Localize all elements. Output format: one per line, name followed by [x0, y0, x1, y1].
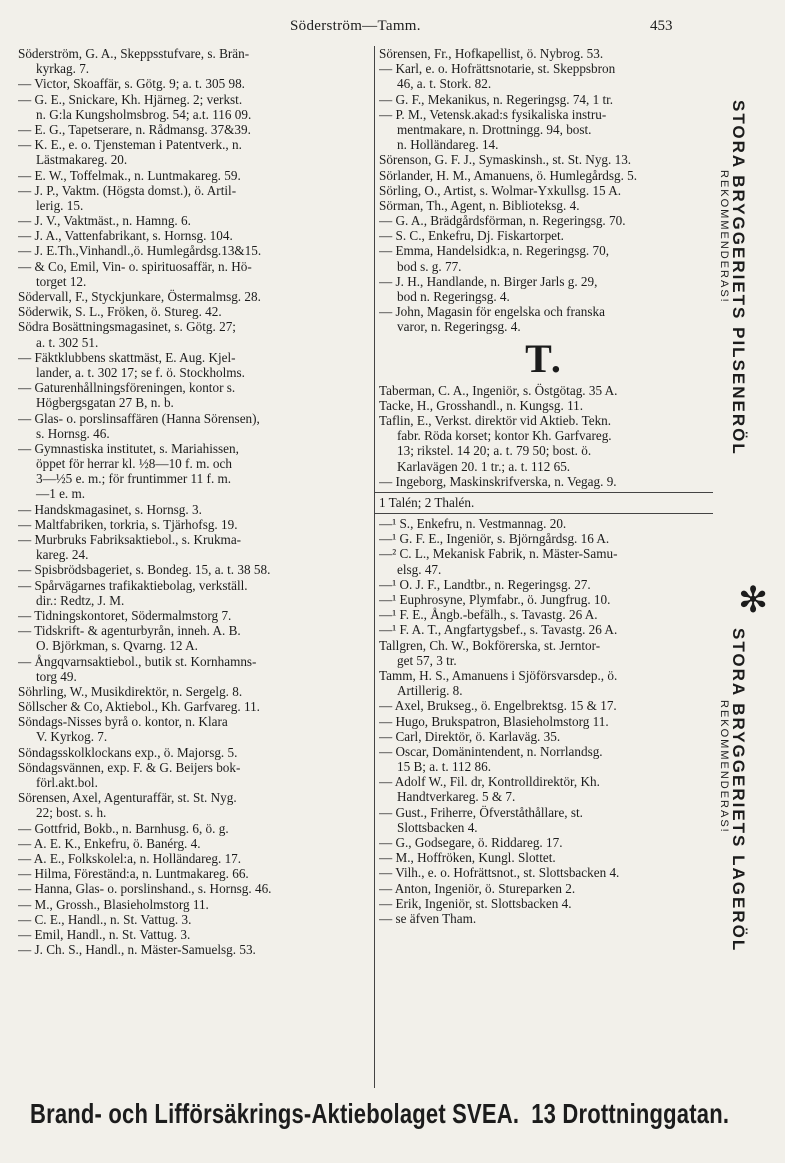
divider — [375, 492, 713, 493]
directory-entry-line: — Emil, Handl., n. St. Vattug. 3. — [18, 926, 191, 942]
directory-entry-line: varor, n. Regeringsg. 4. — [397, 319, 521, 335]
directory-entry-line: — J. E.Th.,Vinhandl.,ö. Humlegårdsg.13&15. — [18, 243, 262, 259]
right-column-top-entries — [379, 46, 709, 335]
directory-entry-line: Tallgren, Ch. W., Bokförerska, st. Jerntor- — [379, 637, 601, 653]
directory-entry-line: Södervall, F., Styckjunkare, Östermalmsg. 28. — [18, 289, 261, 304]
directory-entry-line: elsg. 47. — [397, 561, 442, 577]
directory-entry-line: Söndagsskolklockans exp., ö. Majorsg. 5. — [18, 744, 238, 760]
directory-entry-line: — Hilma, Föreständ:a, n. Luntmakareg. 66. — [18, 866, 249, 882]
directory-entry-line: — Spisbrödsbageriet, s. Bondeg. 15, a. t. 38 58. — [18, 562, 271, 578]
directory-entry-line: —² C. L., Mekanisk Fabrik, n. Mäster-Samu- — [379, 546, 618, 562]
directory-entry-line: Sörensen, Fr., Hofkapellist, ö. Nybrog. 53. — [379, 46, 604, 61]
directory-entry-line: mentmakare, n. Drottningg. 94, bost. — [397, 121, 592, 137]
directory-entry-line: — Tidskrift- & agenturbyrån, inneh. A. B. — [18, 623, 241, 639]
directory-entry-line: Söhrling, W., Musikdirektör, n. Sergelg. 8. — [18, 683, 243, 699]
directory-entry-line: — Axel, Brukseg., ö. Engelbrektsg. 15 & 17. — [379, 698, 617, 714]
page-title: Söderström—Tamm. — [290, 18, 421, 34]
directory-entry-line: —¹ O. J. F., Landtbr., n. Regeringsg. 27. — [379, 576, 591, 592]
directory-entry-line: lerig. 15. — [36, 197, 84, 213]
directory-entry-line: öppet för herrar kl. ½8—10 f. m. och — [36, 456, 232, 472]
directory-entry-line: —1 e. m. — [36, 486, 86, 502]
directory-entry-line: Söndagsvännen, exp. F. & G. Beijers bok- — [18, 759, 241, 775]
directory-entry-line: Artillerig. 8. — [397, 683, 463, 699]
directory-entry-line: lander, a. t. 302 17; se f. ö. Stockholms. — [36, 364, 245, 380]
directory-entry-line: 13; rikstel. 14 20; a. t. 79 50; bost. ö. — [397, 443, 592, 459]
directory-entry-line: kareg. 24. — [36, 547, 89, 563]
directory-entry-line: —¹ G. F. E., Ingeniör, s. Björngårdsg. 16 A. — [379, 531, 610, 547]
divider — [375, 513, 713, 514]
directory-entry-line: — Murbruks Fabriksaktiebol., s. Krukma- — [18, 532, 242, 547]
directory-entry-line: —¹ Euphrosyne, Plymfabr., ö. Jungfrug. 10. — [379, 592, 611, 607]
directory-entry-line: — Ångqvarnsaktiebol., butik st. Kornhamns- — [18, 653, 257, 669]
directory-entry-line: — Gaturenhållningsföreningen, kontor s. — [18, 380, 236, 396]
directory-entry-line: — S. C., Enkefru, Dj. Fiskartorpet. — [379, 228, 564, 244]
directory-entry-line: — G. E., Snickare, Kh. Hjärneg. 2; verkst. — [18, 91, 243, 107]
directory-entry-line: — Hugo, Brukspatron, Blasieholmstorg 11. — [379, 713, 609, 729]
directory-entry-line: — Erik, Ingeniör, st. Slottsbacken 4. — [379, 895, 572, 911]
directory-entry-line: — Spårvägarnes trafikaktiebolag, verkställ. — [18, 577, 248, 593]
directory-entry-line: 22; bost. s. h. — [36, 805, 107, 821]
directory-entry-line: Söndags-Nisses byrå o. kontor, n. Klara — [18, 714, 228, 730]
directory-entry-line: dir.: Redtz, J. M. — [36, 592, 125, 608]
page-header — [0, 18, 785, 42]
directory-entry-line: — Handskmagasinet, s. Hornsg. 3. — [18, 501, 202, 517]
directory-entry-line: 15 B; a. t. 112 86. — [397, 759, 492, 775]
directory-entry-line: Taberman, C. A., Ingeniör, s. Östgötag. 35 A. — [379, 382, 618, 398]
directory-entry-line: — J. H., Handlande, n. Birger Jarls g. 29, — [379, 273, 598, 289]
directory-entry-line: — Tidningskontoret, Södermalmstorg 7. — [18, 607, 232, 623]
directory-entry-line: — Victor, Skoaffär, s. Götg. 9; a. t. 305 98. — [18, 76, 245, 92]
directory-entry-line: get 57, 3 tr. — [397, 652, 457, 668]
section-letter: T. — [525, 335, 563, 381]
directory-entry-line: — G. F., Mekanikus, n. Regeringsg. 74, 1 tr. — [379, 91, 614, 107]
left-column — [18, 46, 370, 957]
directory-entry-line: fabr. Röda korset; kontor Kh. Garfvareg. — [397, 428, 612, 444]
directory-entry-line: — Carl, Direktör, ö. Karlaväg. 35. — [379, 728, 561, 744]
directory-entry-line: torget 12. — [36, 273, 87, 289]
directory-entry-line: — Oscar, Domänintendent, n. Norrlandsg. — [379, 743, 603, 759]
directory-entry-line: Söderström, G. A., Skeppsstufvare, s. Brän- — [18, 46, 250, 61]
directory-entry-line: — G. A., Brädgårdsförman, n. Regeringsg. 70. — [379, 213, 626, 229]
directory-entry-line: Sörman, Th., Agent, n. Biblioteksg. 4. — [379, 197, 580, 213]
directory-entry-line: Sörling, O., Artist, s. Wolmar-Yxkullsg. 15 A. — [379, 182, 622, 198]
asterisk-ornament-icon: ✻ — [738, 580, 769, 621]
footer-advertisement — [30, 1098, 750, 1131]
ad-lagerol-subtext: REKOMMENDERAS! — [718, 700, 730, 834]
directory-entry-line: Sörenson, G. F. J., Symaskinsh., st. St. Nyg. 13. — [379, 152, 632, 168]
directory-entry-line: — & Co, Emil, Vin- o. spirituosaffär, n. Hö- — [18, 258, 252, 274]
directory-entry-line: bod n. Regeringsg. 4. — [397, 289, 510, 304]
directory-entry-line: O. Björkman, s. Qvarng. 12 A. — [36, 638, 198, 654]
right-column — [374, 46, 709, 1088]
directory-entry-line: — A. E., Folkskolel:a, n. Holländareg. 17. — [18, 850, 242, 866]
talen-note: 1 Talén; 2 Thalén. — [379, 494, 475, 510]
directory-entry-line: a. t. 302 51. — [36, 334, 99, 350]
directory-entry-line: — Fäktklubbens skattmäst, E. Aug. Kjel- — [18, 349, 236, 365]
directory-entry-line: — Emma, Handelsidk:a, n. Regeringsg. 70, — [379, 243, 610, 259]
directory-entry-line: — E. G., Tapetserare, n. Rådmansg. 37&39. — [18, 121, 251, 137]
directory-entry-line: 3—½5 e. m.; för fruntimmer 11 f. m. — [36, 471, 232, 487]
side-advertisement-pilsener — [718, 100, 774, 620]
footer-address: 13 Drottninggatan. — [531, 1098, 730, 1130]
directory-entry-line: Tacke, H., Grosshandl., n. Kungsg. 11. — [379, 397, 584, 413]
directory-entry-line: — P. M., Vetensk.akad:s fysikaliska instru- — [379, 106, 607, 122]
footer-company: Brand- och Lifförsäkrings-Aktiebolaget SVEA. — [30, 1098, 520, 1130]
directory-entry-line: Taflin, E., Verkst. direktör vid Aktieb. Tekn. — [379, 412, 612, 428]
directory-entry-line: —¹ F. E., Ångb.-befälh., s. Tavastg. 26 A. — [379, 607, 598, 623]
ad-pilsener-text: STORA BRYGGERIETS PILSENERÖL — [729, 100, 748, 456]
ad-pilsener-subtext: REKOMMENDERAS! — [718, 170, 730, 304]
directory-entry-line: — J. Ch. S., Handl., n. Mäster-Samuelsg. 53. — [18, 942, 256, 958]
side-advertisement-lagerol — [718, 600, 774, 1040]
directory-entry-line: Karlavägen 20. 1 tr.; a. t. 112 65. — [397, 458, 571, 474]
page-number: 453 — [650, 18, 673, 34]
directory-entry-line: — John, Magasin för engelska och franska — [379, 304, 605, 320]
directory-entry-line: förl.akt.bol. — [36, 775, 98, 790]
directory-entry-line: — Maltfabriken, torkria, s. Tjärhofsg. 19. — [18, 516, 238, 532]
directory-entry-line: V. Kyrkog. 7. — [36, 729, 108, 745]
directory-entry-line: Tamm, H. S., Amanuens i Sjöförsvarsdep., ö. — [379, 667, 618, 683]
directory-entry-line: Södra Bosättningsmagasinet, s. Götg. 27; — [18, 319, 236, 335]
directory-entry-line: Söderwik, S. L., Fröken, ö. Stureg. 42. — [18, 304, 222, 320]
directory-entry-line: — Anton, Ingeniör, ö. Stureparken 2. — [379, 880, 576, 896]
directory-entry-line: — Gust., Friherre, Öfverståthållare, st. — [379, 804, 583, 820]
directory-entry-line: n. G:la Kungsholmsbrog. 54; a.t. 116 09. — [36, 106, 252, 122]
ad-lagerol-text: STORA BRYGGERIETS LAGERÖL — [729, 628, 748, 953]
directory-entry-line: s. Hornsg. 46. — [36, 425, 110, 441]
directory-entry-line: — K. E., e. o. Tjensteman i Patentverk., n. — [18, 137, 242, 153]
directory-entry-line: — M., Hoffröken, Kungl. Slottet. — [379, 850, 556, 866]
directory-entry-line: bod s. g. 77. — [397, 258, 462, 274]
directory-entry-line: — M., Grossh., Blasieholmstorg 11. — [18, 896, 209, 912]
directory-entry-line: — Hanna, Glas- o. porslinshand., s. Hornsg. 46. — [18, 881, 272, 897]
directory-entry-line: — J. V., Vaktmäst., n. Hamng. 6. — [18, 213, 191, 229]
directory-entry-line: — Karl, e. o. Hofrättsnotarie, st. Skeppsbron — [379, 61, 616, 77]
directory-entry-line: — J. A., Vattenfabrikant, s. Hornsg. 104. — [18, 228, 233, 244]
directory-entry-line: —¹ F. A. T., Angfartygsbef., s. Tavastg. 26 A. — [379, 622, 618, 638]
directory-entry-line: Söllscher & Co, Aktiebol., Kh. Garfvareg. 11. — [18, 699, 260, 715]
directory-entry-line: kyrkag. 7. — [36, 61, 90, 77]
directory-entry-line: — Gottfrid, Bokb., n. Barnhusg. 6, ö. g. — [18, 820, 229, 836]
directory-entry-line: — Gymnastiska institutet, s. Mariahissen, — [18, 440, 239, 456]
directory-entry-line: — J. P., Vaktm. (Högsta domst.), ö. Artil- — [18, 182, 237, 198]
directory-entry-line: n. Holländareg. 14. — [397, 137, 499, 153]
directory-entry-line: — se äfven Tham. — [379, 910, 477, 926]
directory-entry-line: Lästmakareg. 20. — [36, 152, 128, 168]
directory-entry-line: Sörlander, H. M., Amanuens, ö. Humlegårdsg. 5. — [379, 167, 638, 183]
directory-entry-line: — Adolf W., Fil. dr, Kontrolldirektör, Kh. — [379, 774, 600, 790]
directory-entry-line: Sörensen, Axel, Agenturaffär, st. St. Nyg. — [18, 790, 237, 806]
directory-entry-line: Handtverkareg. 5 & 7. — [397, 789, 516, 805]
directory-entry-line: — Vilh., e. o. Hofrättsnot., st. Slottsbacken 4. — [379, 865, 620, 881]
directory-entry-line: — Ingeborg, Maskinskrifverska, n. Vegag. 9. — [379, 473, 617, 489]
directory-entry-line: — A. E. K., Enkefru, ö. Banérg. 4. — [18, 835, 201, 851]
directory-entry-line: 46, a. t. Stork. 82. — [397, 76, 492, 92]
directory-entry-line: Slottsbacken 4. — [397, 819, 478, 835]
directory-entry-line: — Glas- o. porslinsaffären (Hanna Sörensen), — [18, 410, 260, 426]
directory-entry-line: — C. E., Handl., n. St. Vattug. 3. — [18, 911, 192, 927]
directory-entry-line: torg 49. — [36, 668, 77, 684]
directory-entry-line: —¹ S., Enkefru, n. Vestmannag. 20. — [379, 516, 567, 532]
directory-entry-line: — G., Godsegare, ö. Riddareg. 17. — [379, 835, 563, 850]
directory-entry-line: Högbergsgatan 27 B, n. b. — [36, 395, 174, 411]
right-column-bottom-entries — [379, 516, 709, 926]
directory-entry-line: — E. W., Toffelmak., n. Luntmakareg. 59. — [18, 167, 241, 183]
right-column-mid-entries — [379, 383, 709, 489]
